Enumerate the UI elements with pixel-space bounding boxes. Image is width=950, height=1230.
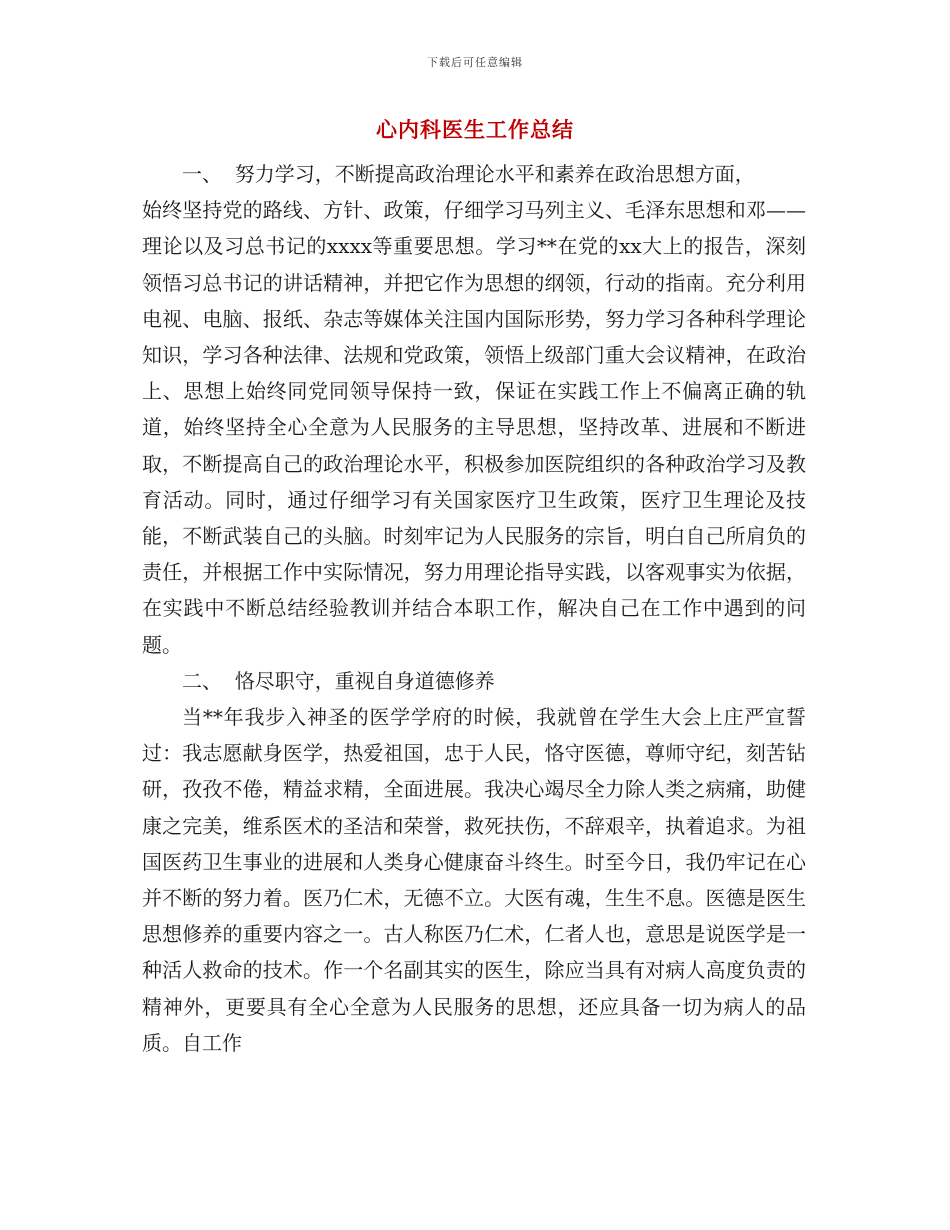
header-note: 下载后可任意编辑 (427, 56, 523, 69)
section-1-heading: 一、 努力学习，不断提高政治理论水平和素养在政治思想方面， (182, 162, 755, 186)
section-1-paragraph: 始终坚持党的路线、方针、政策，仔细学习马列主义、毛泽东思想和邓——理论以及习总书记的xxxx等重要思想。学习**在党的xx大上的报告，深刻领悟习总书记的讲话精神，并把它作为思想的纲领，行动的指南。充分利用电视、电脑、报纸、杂志等媒体关注国内国际形势，努力学习各种科学理论知识，学习各种法律、法规和党政策，领悟上级部门重大会议精神，在政治上、思想上始终同党同领导保持一致，保证在实践工作上不偏离正确的轨道，始终坚持全心全意为人民服务的主导思想，坚持改革、进展和不断进取，不断提高自己的政治理论水平，积极参加医院组织的各种政治学习及教育活动。同时，通过仔细学习有关国家医疗卫生政策，医疗卫生理论及技能，不断武装自己的头脑。时刻牢记为人民服务的宗旨，明白自己所肩负的责任，并根据工作中实际情况，努力用理论指导实践，以客观事实为依据，在实践中不断总结经验教训并结合本职工作，解决自己在工作中遇到的问题。 (142, 198, 806, 657)
section-2-heading: 二、 恪尽职守，重视自身道德修养 (182, 668, 495, 693)
document-body (142, 156, 806, 1061)
document-title: 心内科医生工作总结 (376, 117, 574, 142)
section-2-paragraph: 当**年我步入神圣的医学学府的时候，我就曾在学生大会上庄严宣誓过：我志愿献身医学，热爱祖国，忠于人民，恪守医德，尊师守纪，刻苦钻研，孜孜不倦，精益求精，全面进展。我决心竭尽全力除人类之病痛，助健康之完美，维系医术的圣洁和荣誉，救死扶伤，不辞艰辛，执着追求。为祖国医药卫生事业的进展和人类身心健康奋斗终生。时至今日，我仍牢记在心并不断的努力着。医乃仁术，无德不立。大医有魂，生生不息。医德是医生思想修养的重要内容之一。古人称医乃仁术，仁者人也，意思是说医学是一种活人救命的技术。作一个名副其实的医生，除应当具有对病人高度负责的精神外，更要具有全心全意为人民服务的思想，还应具备一切为病人的品质。自工作 (142, 705, 806, 1055)
